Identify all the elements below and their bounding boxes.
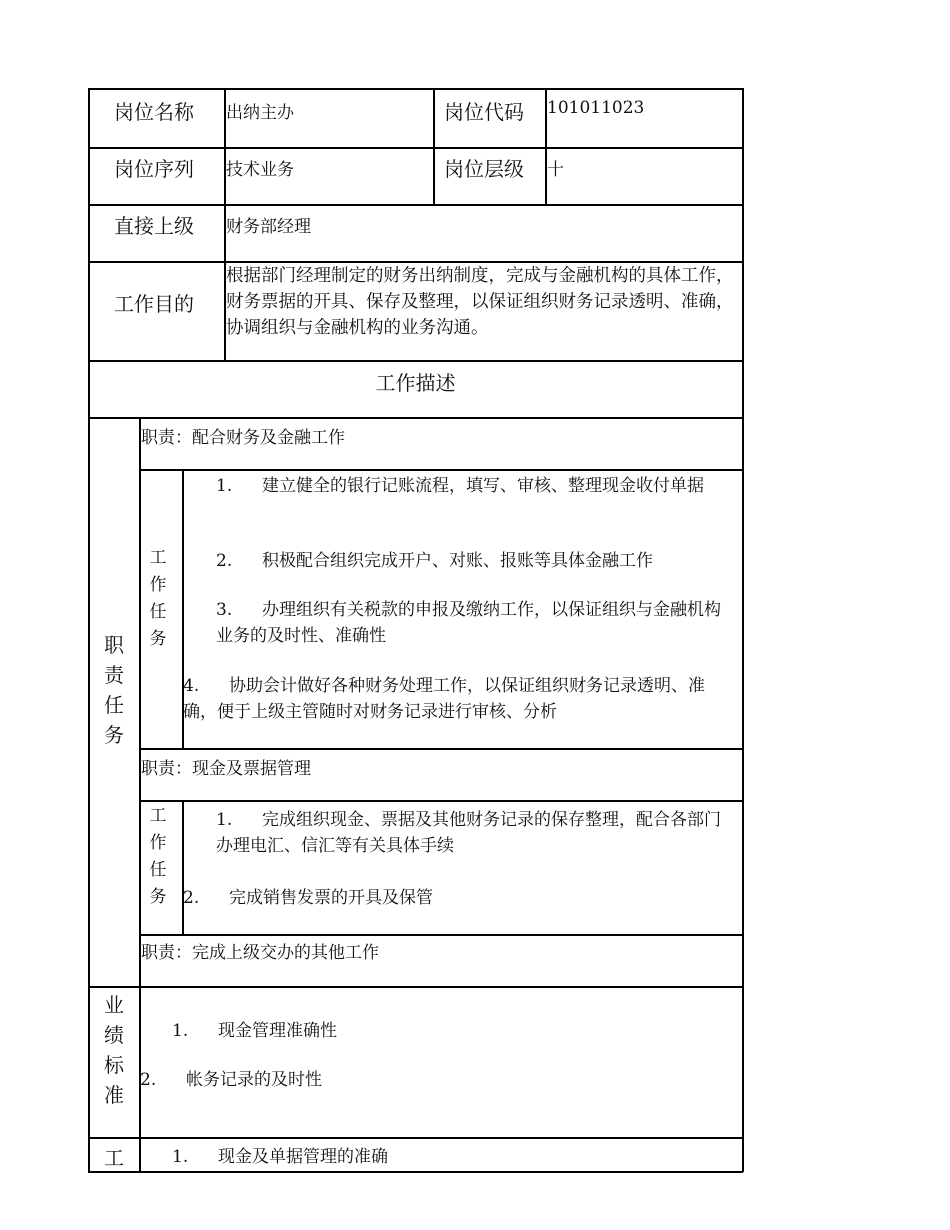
post-name-label: 岗位名称 xyxy=(114,100,194,124)
table-border xyxy=(88,88,743,90)
post-level-value: 十 xyxy=(547,160,564,180)
duties-side-char: 任 xyxy=(104,693,124,717)
description-title: 工作描述 xyxy=(375,371,456,395)
task-item: 2. 积极配合组织完成开户、对账、报账等具体金融工作 xyxy=(216,551,653,571)
duty-title: 职责：现金及票据管理 xyxy=(141,759,311,779)
purpose-value: 根据部门经理制定的财务出纳制度，完成与金融机构的具体工作，财务票据的开具、保存及整理，以保证组织财务记录透明、准确，协调组织与金融机构的业务沟通。 xyxy=(226,266,734,338)
superior-value: 财务部经理 xyxy=(226,217,311,237)
table-border xyxy=(88,88,90,1172)
table-border xyxy=(139,800,743,802)
performance-item: 1. 现金管理准确性 xyxy=(172,1021,337,1041)
post-level-label: 岗位层级 xyxy=(444,157,524,181)
task-item: 2. 完成销售发票的开具及保管 xyxy=(183,888,433,908)
post-code-label: 岗位代码 xyxy=(444,100,524,124)
table-border xyxy=(139,934,743,936)
table-border xyxy=(742,88,744,1172)
task-side-label: 工 作 任 务 xyxy=(149,806,167,907)
next-section-item: 1. 现金及单据管理的准确 xyxy=(172,1147,388,1167)
table-border xyxy=(139,469,743,471)
task-item: 4. 协助会计做好各种财务处理工作，以保证组织财务记录透明、准确，便于上级主管随时对财务记录进行审核、分析 xyxy=(183,676,705,722)
table-border xyxy=(88,204,743,206)
table-border xyxy=(88,147,743,149)
task-item: 3. 办理组织有关税款的申报及缴纳工作，以保证组织与金融机构业务的及时性、准确性 xyxy=(216,600,721,646)
table-border xyxy=(139,417,141,1172)
duty-title: 职责：完成上级交办的其他工作 xyxy=(141,943,379,963)
duties-side-char: 务 xyxy=(104,723,124,747)
duties-side-char: 职 xyxy=(104,633,124,657)
purpose-label: 工作目的 xyxy=(114,292,194,316)
duties-side-char: 责 xyxy=(104,663,124,687)
table-border xyxy=(88,360,743,362)
task-item: 1. 建立健全的银行记账流程，填写、审核、整理现金收付单据 xyxy=(216,476,704,496)
table-border xyxy=(88,986,743,988)
table-border xyxy=(433,88,435,205)
post-series-value: 技术业务 xyxy=(226,160,294,180)
table-border xyxy=(182,800,184,935)
table-border xyxy=(88,1137,743,1139)
next-section-label: 工 xyxy=(104,1146,124,1170)
table-border xyxy=(139,748,743,750)
superior-label: 直接上级 xyxy=(114,214,194,238)
duties-side-label xyxy=(100,630,128,750)
task-item: 1. 完成组织现金、票据及其他财务记录的保存整理，配合各部门办理电汇、信汇等有关具体手续 xyxy=(216,810,721,856)
performance-side-label: 业 绩 标 准 xyxy=(104,993,124,1107)
post-series-label: 岗位序列 xyxy=(114,157,194,181)
performance-item: 2. 帐务记录的及时性 xyxy=(140,1070,322,1090)
table-border xyxy=(88,1171,743,1173)
task-side-label: 工 作 任 务 xyxy=(149,548,167,649)
duty-title: 职责：配合财务及金融工作 xyxy=(141,428,345,448)
post-code-value: 101011023 xyxy=(547,98,645,118)
post-name-value: 出纳主办 xyxy=(226,103,294,123)
table-border xyxy=(88,417,743,419)
